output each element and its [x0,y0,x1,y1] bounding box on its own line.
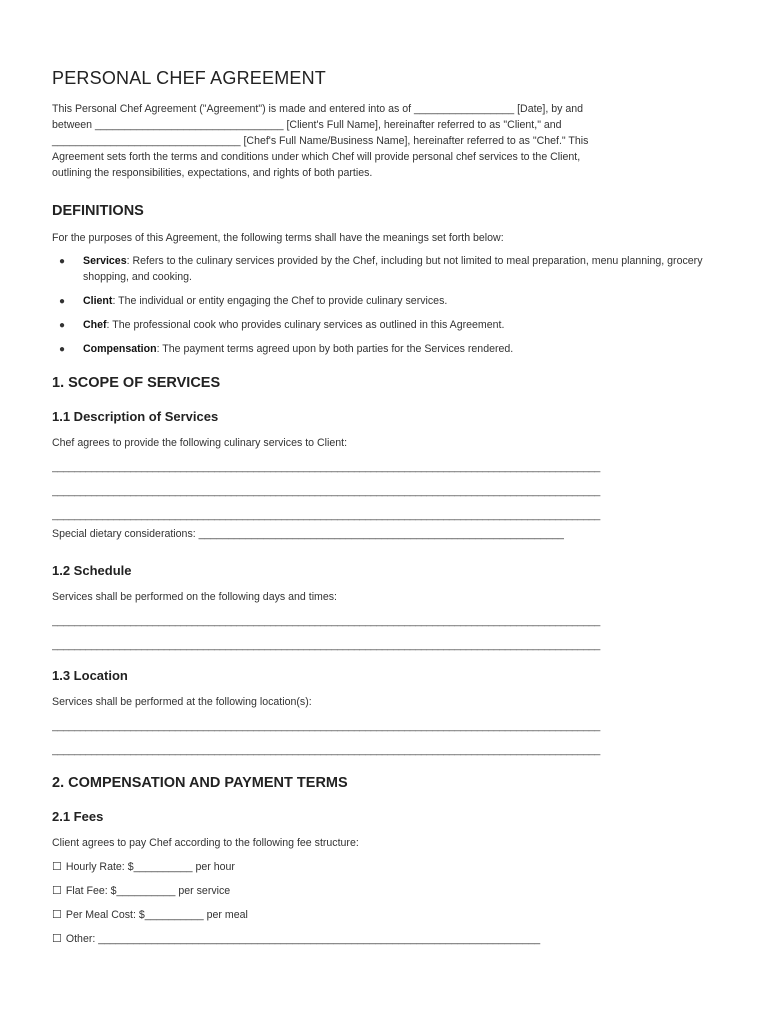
definition-term: Services [83,255,127,267]
fee-option[interactable] [52,860,718,874]
definition-term: Compensation [83,343,157,355]
services-blank-line[interactable]: __________________________________________________________________________________________________ [52,509,600,521]
intro-paragraph [52,101,718,181]
schedule-heading: 1.2 Schedule [52,563,132,578]
page-title: PERSONAL CHEF AGREEMENT [52,68,326,88]
scope-heading: 1. SCOPE OF SERVICES [52,375,221,391]
description-heading: 1.1 Description of Services [52,409,219,424]
fee-option[interactable] [52,884,718,898]
list-item [52,253,718,285]
definitions-heading: DEFINITIONS [52,203,144,219]
fee-option-label: Per Meal Cost: $__________ per meal [65,909,248,921]
checkbox-icon[interactable]: ☐ [52,933,62,945]
bullet-icon: ● [59,256,66,267]
fee-option-label: Flat Fee: $__________ per service [65,885,231,897]
intro-line: outlining the responsibilities, expectations, and rights of both parties. [52,167,373,179]
checkbox-icon[interactable]: ☐ [52,909,62,921]
location-blank-line[interactable]: __________________________________________________________________________________________________ [52,720,600,732]
services-blank-line[interactable]: __________________________________________________________________________________________________ [52,485,600,497]
schedule-blank-line[interactable]: __________________________________________________________________________________________________ [52,639,600,651]
definitions-lead: For the purposes of this Agreement, the following terms shall have the meanings set forth below: [52,232,504,244]
intro-line: This Personal Chef Agreement ("Agreement") is made and entered into as of _________________ [Date], by and [52,103,584,115]
schedule-blank-line[interactable]: __________________________________________________________________________________________________ [52,615,600,627]
definition-term: Client [83,295,113,307]
location-heading: 1.3 Location [52,668,128,683]
schedule-lead: Services shall be performed on the following days and times: [52,591,338,603]
fees-lead: Client agrees to pay Chef according to the following fee structure: [52,837,359,849]
dietary-field[interactable]: Special dietary considerations: ______________________________________________________________ [52,528,564,540]
fee-option-label: Hourly Rate: $__________ per hour [65,861,235,873]
fee-option[interactable] [52,932,718,946]
compensation-heading: 2. COMPENSATION AND PAYMENT TERMS [52,775,348,791]
location-lead: Services shall be performed at the following location(s): [52,696,312,708]
definitions-list [52,253,718,357]
intro-line: Agreement sets forth the terms and conditions under which Chef will provide personal chef services to the Client, [52,151,581,163]
bullet-icon: ● [59,296,66,307]
list-item [52,341,718,357]
definition-term: Chef [83,319,107,331]
definition-text: : The professional cook who provides culinary services as outlined in this Agreement. [106,319,505,331]
checkbox-icon[interactable]: ☐ [52,861,62,873]
description-lead: Chef agrees to provide the following culinary services to Client: [52,437,348,449]
definition-text: : Refers to the culinary services provided by the Chef, including but not limited to meal preparation, menu planning, grocery shopping, and cooking. [83,255,703,283]
list-item [52,293,718,309]
fee-options [52,860,718,946]
fee-option-label: Other: ___________________________________________________________________________ [65,933,541,945]
fees-heading: 2.1 Fees [52,809,104,824]
location-blank-line[interactable]: __________________________________________________________________________________________________ [52,744,600,756]
intro-line: ________________________________ [Chef's Full Name/Business Name], hereinafter referred to as "Chef." This [52,135,589,147]
checkbox-icon[interactable]: ☐ [52,885,62,897]
bullet-icon: ● [59,344,66,355]
definition-text: : The payment terms agreed upon by both parties for the Services rendered. [156,343,514,355]
services-blank-line[interactable]: __________________________________________________________________________________________________ [52,461,600,473]
bullet-icon: ● [59,320,66,331]
list-item [52,317,718,333]
definition-text: : The individual or entity engaging the Chef to provide culinary services. [112,295,448,307]
intro-line: between ________________________________ [Client's Full Name], hereinafter referred to as "Client," and [52,119,562,131]
fee-option[interactable] [52,908,718,922]
